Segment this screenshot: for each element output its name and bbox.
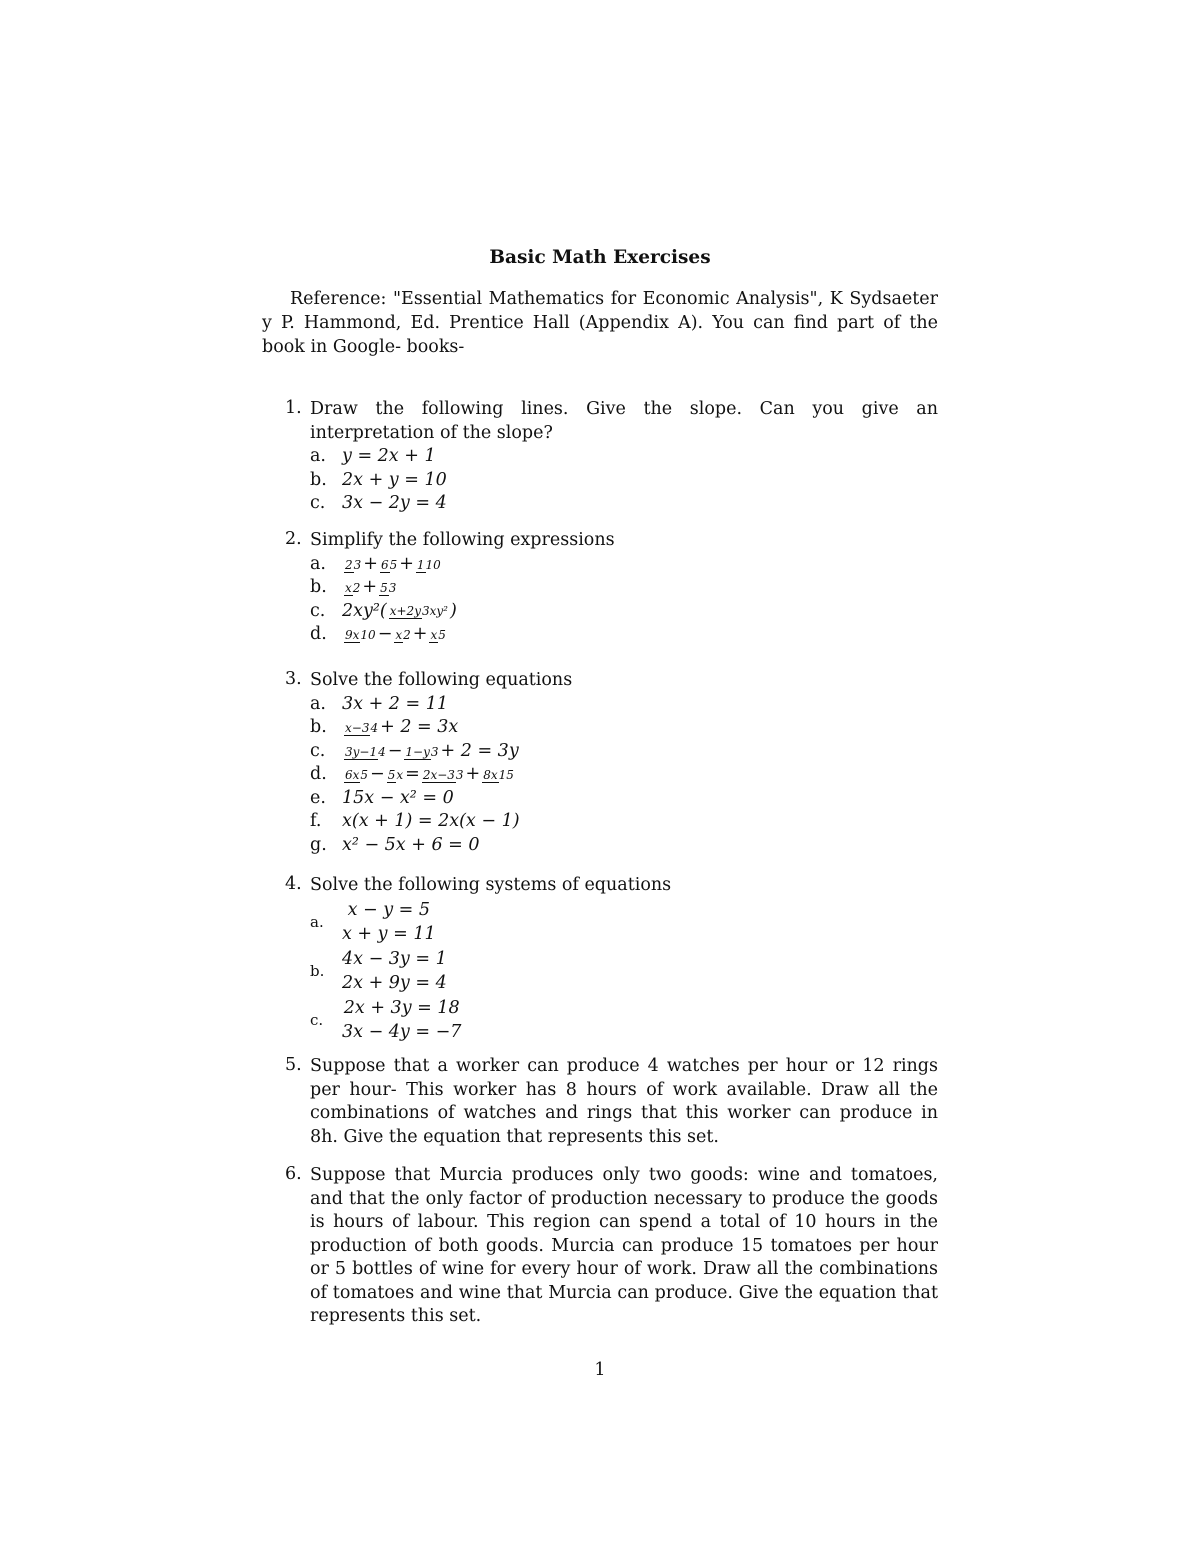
- item-label: d.: [310, 624, 327, 644]
- item-b: [310, 576, 938, 600]
- fraction: 9x10: [345, 628, 376, 642]
- question-number: 3.: [285, 669, 302, 689]
- question-text: Suppose that Murcia produces only two goods: wine and tomatoes, and that the only factor of production necessary to produce the goods is hours of labour. This region can spend a total of 10 hours in the production of both goods. Murcia can produce 15 tomatoes per hour or 5 bottles of wine for every hour of work. Draw all the combinations of tomatoes and wine that Murcia can produce. Give the equation that represents this set.: [310, 1165, 938, 1326]
- system-a: [310, 898, 938, 946]
- item-d: [310, 623, 938, 647]
- equation: 6x5 − 5x = 2x−33 + 8x15: [345, 764, 514, 785]
- question-number: 5.: [285, 1055, 302, 1075]
- page-number: 1: [594, 1360, 606, 1380]
- reference-paragraph: Reference: "Essential Mathematics for Economic Analysis", K Sydsaeter y P. Hammond, Ed. Prentice Hall (Appendix A). You can find part of the book in Google- books-: [262, 289, 938, 357]
- item-label: c.: [310, 740, 326, 761]
- expression: x2 + 53: [345, 577, 397, 598]
- expression: 23 + 65 + 110: [345, 553, 441, 574]
- system-b: [310, 947, 938, 995]
- item-label: a.: [310, 446, 326, 466]
- fraction: 65: [380, 557, 398, 572]
- equation: 3y−14 − 1−y3 + 2 = 3y: [345, 740, 519, 761]
- system-c: [310, 996, 938, 1044]
- item-label: c.: [310, 1010, 324, 1029]
- question-3: [285, 669, 938, 857]
- question-2: [285, 529, 938, 647]
- fraction: 3y−14: [345, 744, 386, 759]
- equation: x−34 + 2 = 3x: [345, 717, 459, 738]
- fraction: 110: [416, 557, 441, 572]
- question-number: 4.: [285, 874, 302, 894]
- question-number: 1.: [285, 398, 302, 418]
- expression: 9x10 − x2 + x5: [345, 624, 446, 645]
- item-label: g.: [310, 834, 327, 855]
- item-label: a.: [310, 553, 326, 574]
- equation: 2x + y = 10: [342, 469, 447, 490]
- item-label: b.: [310, 961, 325, 980]
- item-c: [310, 600, 938, 624]
- question-text: Suppose that a worker can produce 4 watches per hour or 12 rings per hour- This worker has 8 hours of work available. Draw all the combinations of watches and rings that this worker can produce in 8h. Give the equation that represents this set.: [310, 1056, 938, 1147]
- item-d: [310, 763, 938, 787]
- item-label: c.: [310, 600, 326, 621]
- equation: y = 2x + 1: [342, 446, 436, 466]
- item-label: b.: [310, 469, 327, 490]
- document-title: Basic Math Exercises: [489, 247, 711, 268]
- item-f: [310, 810, 938, 834]
- equation: x² − 5x + 6 = 0: [342, 834, 480, 855]
- item-a: [310, 445, 938, 469]
- item-g: [310, 834, 938, 858]
- fraction: x−34: [345, 721, 379, 735]
- equation: 2x + 9y = 4: [342, 972, 447, 993]
- item-label: d.: [310, 764, 327, 784]
- item-label: f.: [310, 811, 322, 831]
- question-text: Solve the following equations: [310, 670, 573, 690]
- item-label: a.: [310, 693, 326, 714]
- equation: 15x − x² = 0: [342, 787, 454, 808]
- equation: x + y = 11: [342, 923, 436, 944]
- item-label: e.: [310, 787, 326, 808]
- item-b: [310, 469, 938, 493]
- question-number: 2.: [285, 529, 302, 549]
- question-5: [285, 1055, 938, 1149]
- item-label: b.: [310, 717, 327, 737]
- item-e: [310, 787, 938, 811]
- fraction: 2x−33: [422, 768, 464, 782]
- fraction: 1−y3: [405, 744, 439, 759]
- fraction: x5: [430, 628, 446, 642]
- item-c: [310, 740, 938, 764]
- item-a: [310, 693, 938, 717]
- fraction: 23: [345, 557, 362, 572]
- fraction: x+2y3xy²: [389, 604, 448, 619]
- fraction: 5x: [387, 768, 404, 782]
- item-label: a.: [310, 912, 324, 931]
- item-c: [310, 492, 938, 516]
- equation: 3x − 4y = −7: [342, 1021, 462, 1042]
- fraction: 8x15: [483, 768, 514, 782]
- expression: 2xy²( x+2y3xy² ): [342, 600, 457, 621]
- question-text: Solve the following systems of equations: [310, 875, 672, 895]
- equation: x(x + 1) = 2x(x − 1): [342, 811, 520, 831]
- question-text: Simplify the following expressions: [310, 530, 615, 550]
- question-text: Draw the following lines. Give the slope. Can you give an interpretation of the slope?: [310, 399, 938, 443]
- question-1: [285, 398, 938, 516]
- equation: 4x − 3y = 1: [342, 948, 447, 969]
- equation: 2x + 3y = 18: [343, 997, 460, 1018]
- item-label: b.: [310, 577, 327, 597]
- question-4: [285, 874, 938, 1044]
- equation: x − y = 5: [347, 899, 431, 920]
- equation: 3x + 2 = 11: [342, 693, 448, 714]
- fraction: 53: [380, 581, 397, 595]
- item-label: c.: [310, 493, 326, 513]
- fraction: x2: [345, 581, 361, 595]
- fraction: x2: [395, 628, 411, 642]
- item-b: [310, 716, 938, 740]
- question-number: 6.: [285, 1164, 302, 1184]
- question-6: [285, 1164, 938, 1329]
- item-a: [310, 553, 938, 577]
- fraction: 6x5: [345, 768, 369, 782]
- equation: 3x − 2y = 4: [342, 493, 447, 513]
